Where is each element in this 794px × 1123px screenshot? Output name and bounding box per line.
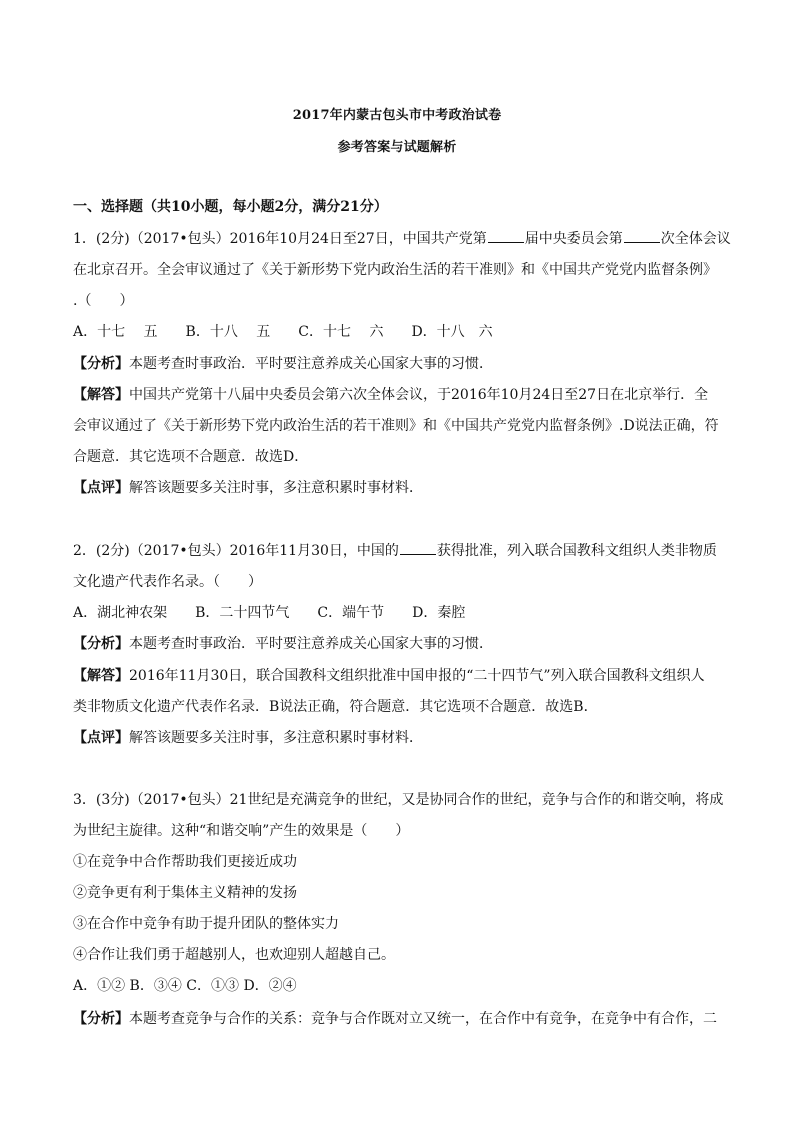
q1-answer-line2: 会审议通过了《关于新形势下党内政治生活的若干准则》和《中国共产党党内监督条例》.D说法正确，符	[73, 418, 719, 434]
q1-options: A．十七 五 B．十八 五 C．十七 六 D．十八 六	[73, 324, 493, 340]
q1-stem-b: 届中央委员会第	[524, 231, 623, 247]
q1-stem-line1	[73, 230, 731, 248]
q2-comment-text: 解答该题要多关注时事，多注意积累时事材料．	[129, 730, 423, 746]
q1-blank-1	[488, 230, 524, 243]
q3-stem-line1: 3．(3分)（2017•包头）21世纪是充满竞争的世纪，又是协同合作的世纪，竞争与合作的和谐交响，将成	[73, 792, 724, 808]
q1-answer-line3: 合题意．其它选项不合题意．故选D．	[73, 449, 309, 465]
q1-stem-line2: 在北京召开。全会审议通过了《关于新形势下党内政治生活的若干准则》和《中国共产党党内监督条例》	[73, 262, 717, 278]
section-heading: 一、选择题（共10小题，每小题2分，满分21分）	[73, 199, 388, 215]
q2-stem-b: 获得批准，列入联合国教科文组织人类非物质	[436, 543, 717, 559]
q3-analysis-tag: 【分析】	[73, 1011, 129, 1027]
q1-stem-line3: .（ ）	[73, 293, 134, 309]
q3-item-3: ③在合作中竞争有助于提升团队的整体实力	[73, 916, 339, 932]
q2-comment	[73, 729, 723, 747]
q2-analysis-tag: 【分析】	[73, 636, 129, 652]
q2-blank	[400, 542, 436, 555]
q1-answer-text1: 中国共产党第十八届中央委员会第六次全体会议，于2016年10月24日至27日在北京举行．全	[129, 387, 709, 403]
q1-answer-tag: 【解答】	[73, 387, 129, 403]
q2-comment-tag: 【点评】	[73, 730, 129, 746]
page-title: 2017年内蒙古包头市中考政治试卷	[292, 108, 502, 123]
q3-item-4: ④合作让我们勇于超越别人，也欢迎别人超越自己。	[73, 947, 395, 963]
q1-comment-text: 解答该题要多关注时事，多注意积累时事材料．	[129, 480, 423, 496]
q1-stem-c: 次全体会议	[660, 231, 731, 247]
q3-analysis	[73, 1010, 723, 1028]
q1-stem-a: 1．(2分)（2017•包头）2016年10月24日至27日，中国共产党第	[73, 231, 487, 247]
q1-analysis-tag: 【分析】	[73, 356, 129, 372]
q3-item-2: ②竞争更有利于集体主义精神的发扬	[73, 885, 297, 901]
q2-stem-line1	[73, 542, 723, 560]
q1-blank-2	[624, 230, 660, 243]
q2-answer-line1	[73, 667, 723, 685]
q3-stem-line2: 为世纪主旋律。这种“和谐交响”产生的效果是（ ）	[73, 823, 410, 839]
q2-analysis	[73, 635, 723, 653]
q3-options: A．①② B．③④ C．①③ D．②④	[73, 978, 297, 994]
q1-answer-line1	[73, 386, 723, 404]
q2-stem-line2: 文化遗产代表作名录。（ ）	[73, 574, 262, 590]
q1-analysis	[73, 355, 723, 373]
q3-analysis-text: 本题考查竞争与合作的关系：竞争与合作既对立又统一，在合作中有竞争，在竞争中有合作，二	[129, 1011, 717, 1027]
q2-analysis-text: 本题考查时事政治．平时要注意养成关心国家大事的习惯．	[129, 636, 493, 652]
q2-answer-text1: 2016年11月30日，联合国教科文组织批准中国申报的“二十四节气”列入联合国教科文组织人	[129, 668, 705, 684]
q2-options: A．湖北神农架 B．二十四节气 C．端午节 D．秦腔	[73, 605, 466, 621]
q3-item-1: ①在竞争中合作帮助我们更接近成功	[73, 854, 297, 870]
q2-answer-line2: 类非物质文化遗产代表作名录．B说法正确，符合题意．其它选项不合题意．故选B．	[73, 699, 598, 715]
q1-comment-tag: 【点评】	[73, 480, 129, 496]
q2-answer-tag: 【解答】	[73, 668, 129, 684]
page-subtitle: 参考答案与试题解析	[337, 140, 457, 155]
q1-analysis-text: 本题考查时事政治．平时要注意养成关心国家大事的习惯．	[129, 356, 493, 372]
q1-comment	[73, 479, 723, 497]
q2-stem-a: 2．(2分)（2017•包头）2016年11月30日，中国的	[73, 543, 399, 559]
